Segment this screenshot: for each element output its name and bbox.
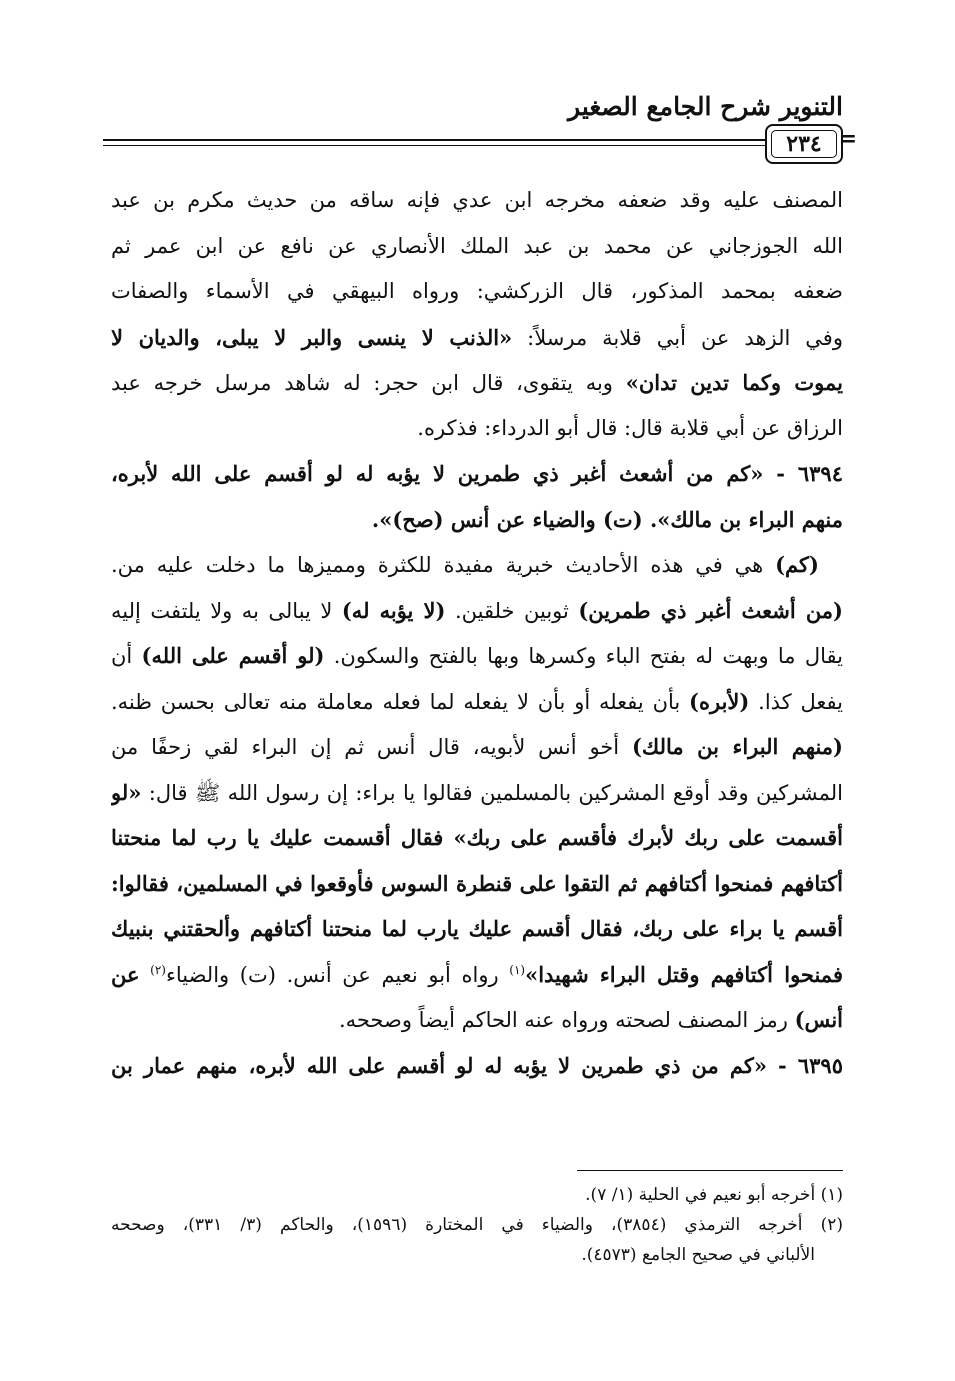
text-line: الرزاق عن أبي قلابة قال: قال أبو الدرداء: فذكره. bbox=[417, 415, 843, 440]
text-line: وفي الزهد عن أبي قلابة مرسلاً: «الذنب لا ينسى والبر لا يبلى، والديان لا bbox=[111, 324, 843, 350]
header-dash: = bbox=[838, 126, 857, 152]
header-rule bbox=[103, 139, 823, 141]
main-text bbox=[111, 178, 843, 1088]
text-line: فمنحوا أكتافهم وقتل البراء شهيدا»$^{(١)}$ رواه أبو نعيم عن أنس. (ت) والضياء$^{(٢)}$ عن bbox=[111, 961, 843, 987]
text-line: (منهم البراء بن مالك) أخو أنس لأبويه، قال أنس ثم إن البراء لقي زحفًا من bbox=[111, 734, 843, 759]
text-line: أكتافهم فمنحوا أكتافهم ثم التقوا على قنطرة السوس فأوقعوا في المسلمين، فقالوا: bbox=[111, 870, 843, 896]
footnote-2: (٢) أخرجه الترمذي (٣٨٥٤)، والضياء في المختارة (١٥٩٦)، والحاكم (٣/ ٣٣١)، وصححه bbox=[111, 1215, 843, 1235]
text-line: يموت وكما تدين تدان» وبه يتقوى، قال ابن حجر: له شاهد مرسل خرجه عبد bbox=[111, 370, 843, 395]
text-line: المشركين وقد أوقع المشركين بالمسلمين فقالوا يا براء: إن رسول الله ﷺ قال: «لو bbox=[111, 779, 843, 805]
header-rule-thin bbox=[103, 145, 823, 146]
text-line: (من أشعث أغبر ذي طمرين) ثوبين خلقين. (لا يؤبه له) لا يبالى به ولا يلتفت إليه bbox=[111, 597, 843, 623]
text-line: (كم) هي في هذه الأحاديث خبرية مفيدة للكثرة ومميزها ما دخلت عليه من. bbox=[111, 552, 819, 577]
footnote-2-continued: الألباني في صحيح الجامع (٤٥٧٣). bbox=[581, 1245, 815, 1265]
text-line: المصنف عليه وقد ضعفه مخرجه ابن عدي فإنه ساقه من حديث مكرم بن عبد bbox=[111, 188, 843, 212]
footnotes bbox=[111, 1180, 843, 1270]
hadith-6395-line: ٦٣٩٥ - «كم من ذي طمرين لا يؤبه له لو أقسم على الله لأبره، منهم عمار بن bbox=[111, 1052, 843, 1078]
text-line: ضعفه بمحمد المذكور، قال الزركشي: ورواه البيهقي في الأسماء والصفات bbox=[111, 279, 843, 303]
running-title: التنوير شرح الجامع الصغير bbox=[568, 92, 843, 121]
text-line: الله الجوزجاني عن محمد بن عبد الملك الأنصاري عن نافع عن ابن عمر ثم bbox=[111, 233, 843, 258]
footnote-1: (١) أخرجه أبو نعيم في الحلية (١/ ٧). bbox=[585, 1185, 843, 1205]
hadith-6394-line: ٦٣٩٤ - «كم من أشعث أغبر ذي طمرين لا يؤبه له لو أقسم على الله لأبره، bbox=[111, 461, 843, 486]
footnote-rule bbox=[577, 1170, 843, 1171]
footnote-ref: (٢) bbox=[150, 962, 166, 977]
text-line: أقسمت على ربك لأبرك فأقسم على ربك» فقال أقسمت عليك يا رب لما منحتنا bbox=[111, 825, 843, 850]
text-line: أقسم يا براء على ربك، فقال أقسم عليك يارب لما منحتنا أكتافهم وألحقتني بنبيك bbox=[111, 916, 843, 941]
text-line: يقال ما وبهت له بفتح الباء وكسرها وبها بالفتح والسكون. (لو أقسم على الله) أن bbox=[111, 643, 843, 668]
text-line: يفعل كذا. (لأبره) بأن يفعله أو بأن لا يفعله لما فعله معاملة منه تعالى بحسن ظنه. bbox=[111, 688, 843, 714]
page-number: ٢٣٤ bbox=[765, 124, 843, 164]
hadith-6394-line: منهم البراء بن مالك». (ت) والضياء عن أنس (صح)». bbox=[371, 506, 843, 532]
footnote-ref: (١) bbox=[509, 962, 526, 977]
text-line: أنس) رمز المصنف لصحته ورواه عنه الحاكم أيضاً وصححه. bbox=[338, 1007, 843, 1032]
